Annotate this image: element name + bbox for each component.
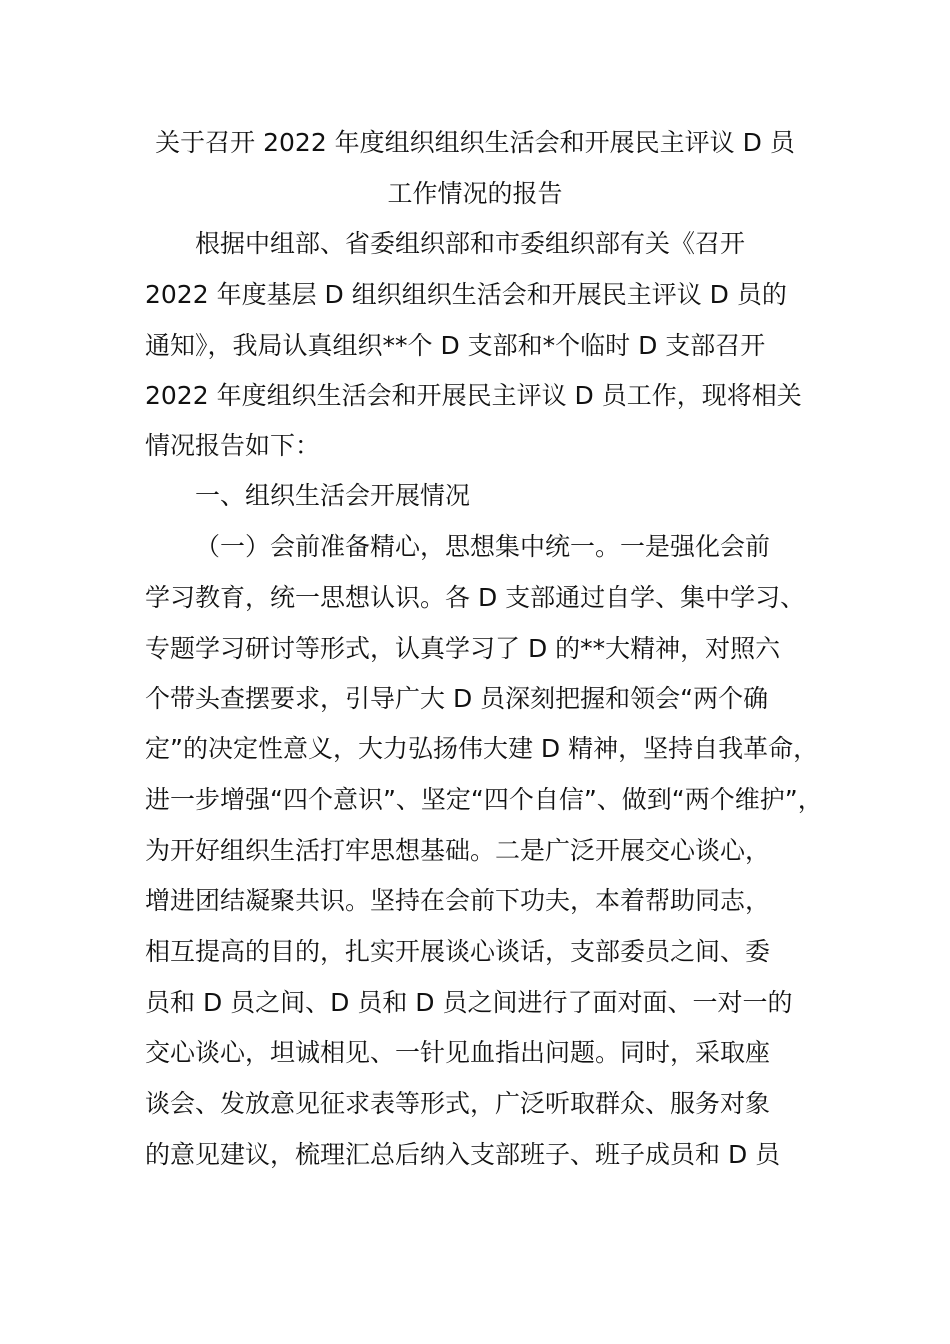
paragraph-line-17: 谈会、发放意见征求表等形式，广泛听取群众、服务对象 <box>145 1089 771 1118</box>
paragraph-line-10: 定”的决定性意义，大力弘扬伟大建 D 精神，坚持自我革命， <box>145 734 819 763</box>
paragraph-line-18: 的意见建议，梳理汇总后纳入支部班子、班子成员和 D 员 <box>145 1140 781 1169</box>
paragraph-line-5: 情况报告如下： <box>145 431 321 460</box>
paragraph-line-2: 2022 年度基层 D 组织组织生活会和开展民主评议 D 员的 <box>145 280 787 309</box>
paragraph-line-1: 根据中组部、省委组织部和市委组织部有关《召开 <box>195 229 746 258</box>
paragraph-line-6: （一）会前准备精心，思想集中统一。一是强化会前 <box>195 532 771 561</box>
section-heading-1: 一、组织生活会开展情况 <box>195 481 471 510</box>
paragraph-line-14: 相互提高的目的，扎实开展谈心谈话，支部委员之间、委 <box>145 937 771 966</box>
paragraph-line-9: 个带头查摆要求，引导广大 D 员深刻把握和领会“两个确 <box>145 684 769 713</box>
document-title-line-1: 关于召开 2022 年度组织组织生活会和开展民主评议 D 员 <box>155 128 795 157</box>
paragraph-line-11: 进一步增强“四个意识”、坚定“四个自信”、做到“两个维护”， <box>145 785 823 814</box>
paragraph-line-7: 学习教育，统一思想认识。各 D 支部通过自学、集中学习、 <box>145 583 806 612</box>
paragraph-line-13: 增进团结凝聚共识。坚持在会前下功夫，本着帮助同志， <box>145 886 771 915</box>
paragraph-line-4: 2022 年度组织生活会和开展民主评议 D 员工作，现将相关 <box>145 381 802 410</box>
paragraph-line-15: 员和 D 员之间、D 员和 D 员之间进行了面对面、一对一的 <box>145 988 793 1017</box>
paragraph-line-12: 为开好组织生活打牢思想基础。二是广泛开展交心谈心， <box>145 836 771 865</box>
paragraph-line-3: 通知》，我局认真组织**个 D 支部和*个临时 D 支部召开 <box>145 331 766 360</box>
document-title-line-2: 工作情况的报告 <box>387 179 563 208</box>
paragraph-line-8: 专题学习研讨等形式，认真学习了 D 的**大精神，对照六 <box>145 634 781 663</box>
paragraph-line-16: 交心谈心，坦诚相见、一针见血指出问题。同时，采取座 <box>145 1038 771 1067</box>
